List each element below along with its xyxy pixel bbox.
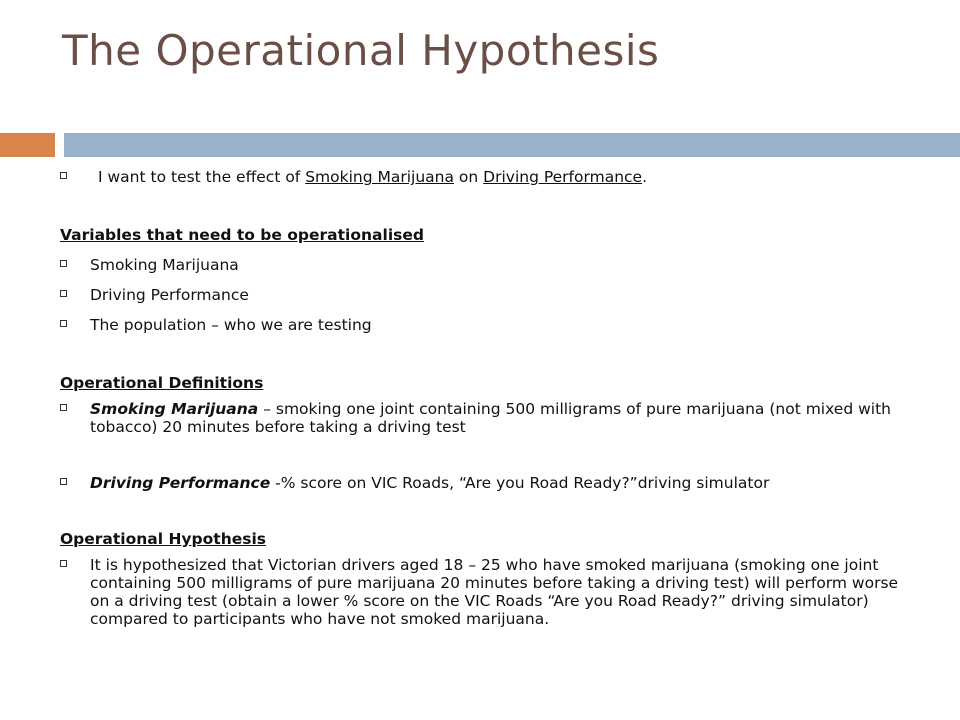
square-bullet-icon	[60, 290, 67, 297]
variables-heading: Variables that need to be operationalised	[60, 226, 424, 244]
definition-item	[60, 474, 920, 492]
definition-body: – smoking one joint containing 500 milligrams of pure marijuana (not mixed with tobacco) 20 minutes before taking a driving test	[90, 400, 891, 436]
variable-item	[60, 256, 920, 274]
square-bullet-icon	[60, 478, 67, 485]
definition-body: -% score on VIC Roads, “Are you Road Ready?”driving simulator	[270, 474, 770, 492]
variable-item-text: Driving Performance	[90, 286, 249, 304]
accent-bar-blue	[64, 133, 960, 157]
hypothesis-item	[60, 556, 920, 628]
intro-suffix: .	[642, 168, 648, 186]
intro-middle: on	[454, 168, 484, 186]
definition-text	[60, 474, 920, 492]
intro-prefix: I want to test the effect of	[98, 168, 306, 186]
intro-var-2: Driving Performance	[483, 168, 643, 186]
definition-term: Driving Performance	[90, 474, 271, 492]
definition-item	[60, 400, 920, 436]
definitions-heading: Operational Definitions	[60, 374, 264, 392]
variable-item-text: The population – who we are testing	[90, 316, 372, 334]
square-bullet-icon	[60, 172, 67, 179]
intro-text	[60, 168, 920, 186]
variable-item	[60, 316, 920, 334]
square-bullet-icon	[60, 404, 67, 411]
square-bullet-icon	[60, 320, 67, 327]
hypothesis-heading: Operational Hypothesis	[60, 530, 267, 548]
intro-bullet	[60, 168, 920, 186]
square-bullet-icon	[60, 560, 67, 567]
definition-text	[60, 400, 920, 436]
slide-content	[60, 168, 920, 628]
definition-term: Smoking Marijuana	[90, 400, 259, 418]
slide-title: The Operational Hypothesis	[62, 26, 660, 75]
variable-item-text: Smoking Marijuana	[90, 256, 239, 274]
square-bullet-icon	[60, 260, 67, 267]
intro-var-1: Smoking Marijuana	[305, 168, 454, 186]
accent-bar-orange	[0, 133, 55, 157]
variable-item	[60, 286, 920, 304]
hypothesis-text: It is hypothesized that Victorian drivers aged 18 – 25 who have smoked marijuana (smoking one joint containing 500 milligrams of pure marijuana 20 minutes before taking a driving test) will perform worse on a driving test (obtain a lower % score on the VIC Roads “Are you Road Ready?” driving simulator) compared to participants who have not smoked marijuana.	[90, 556, 899, 628]
